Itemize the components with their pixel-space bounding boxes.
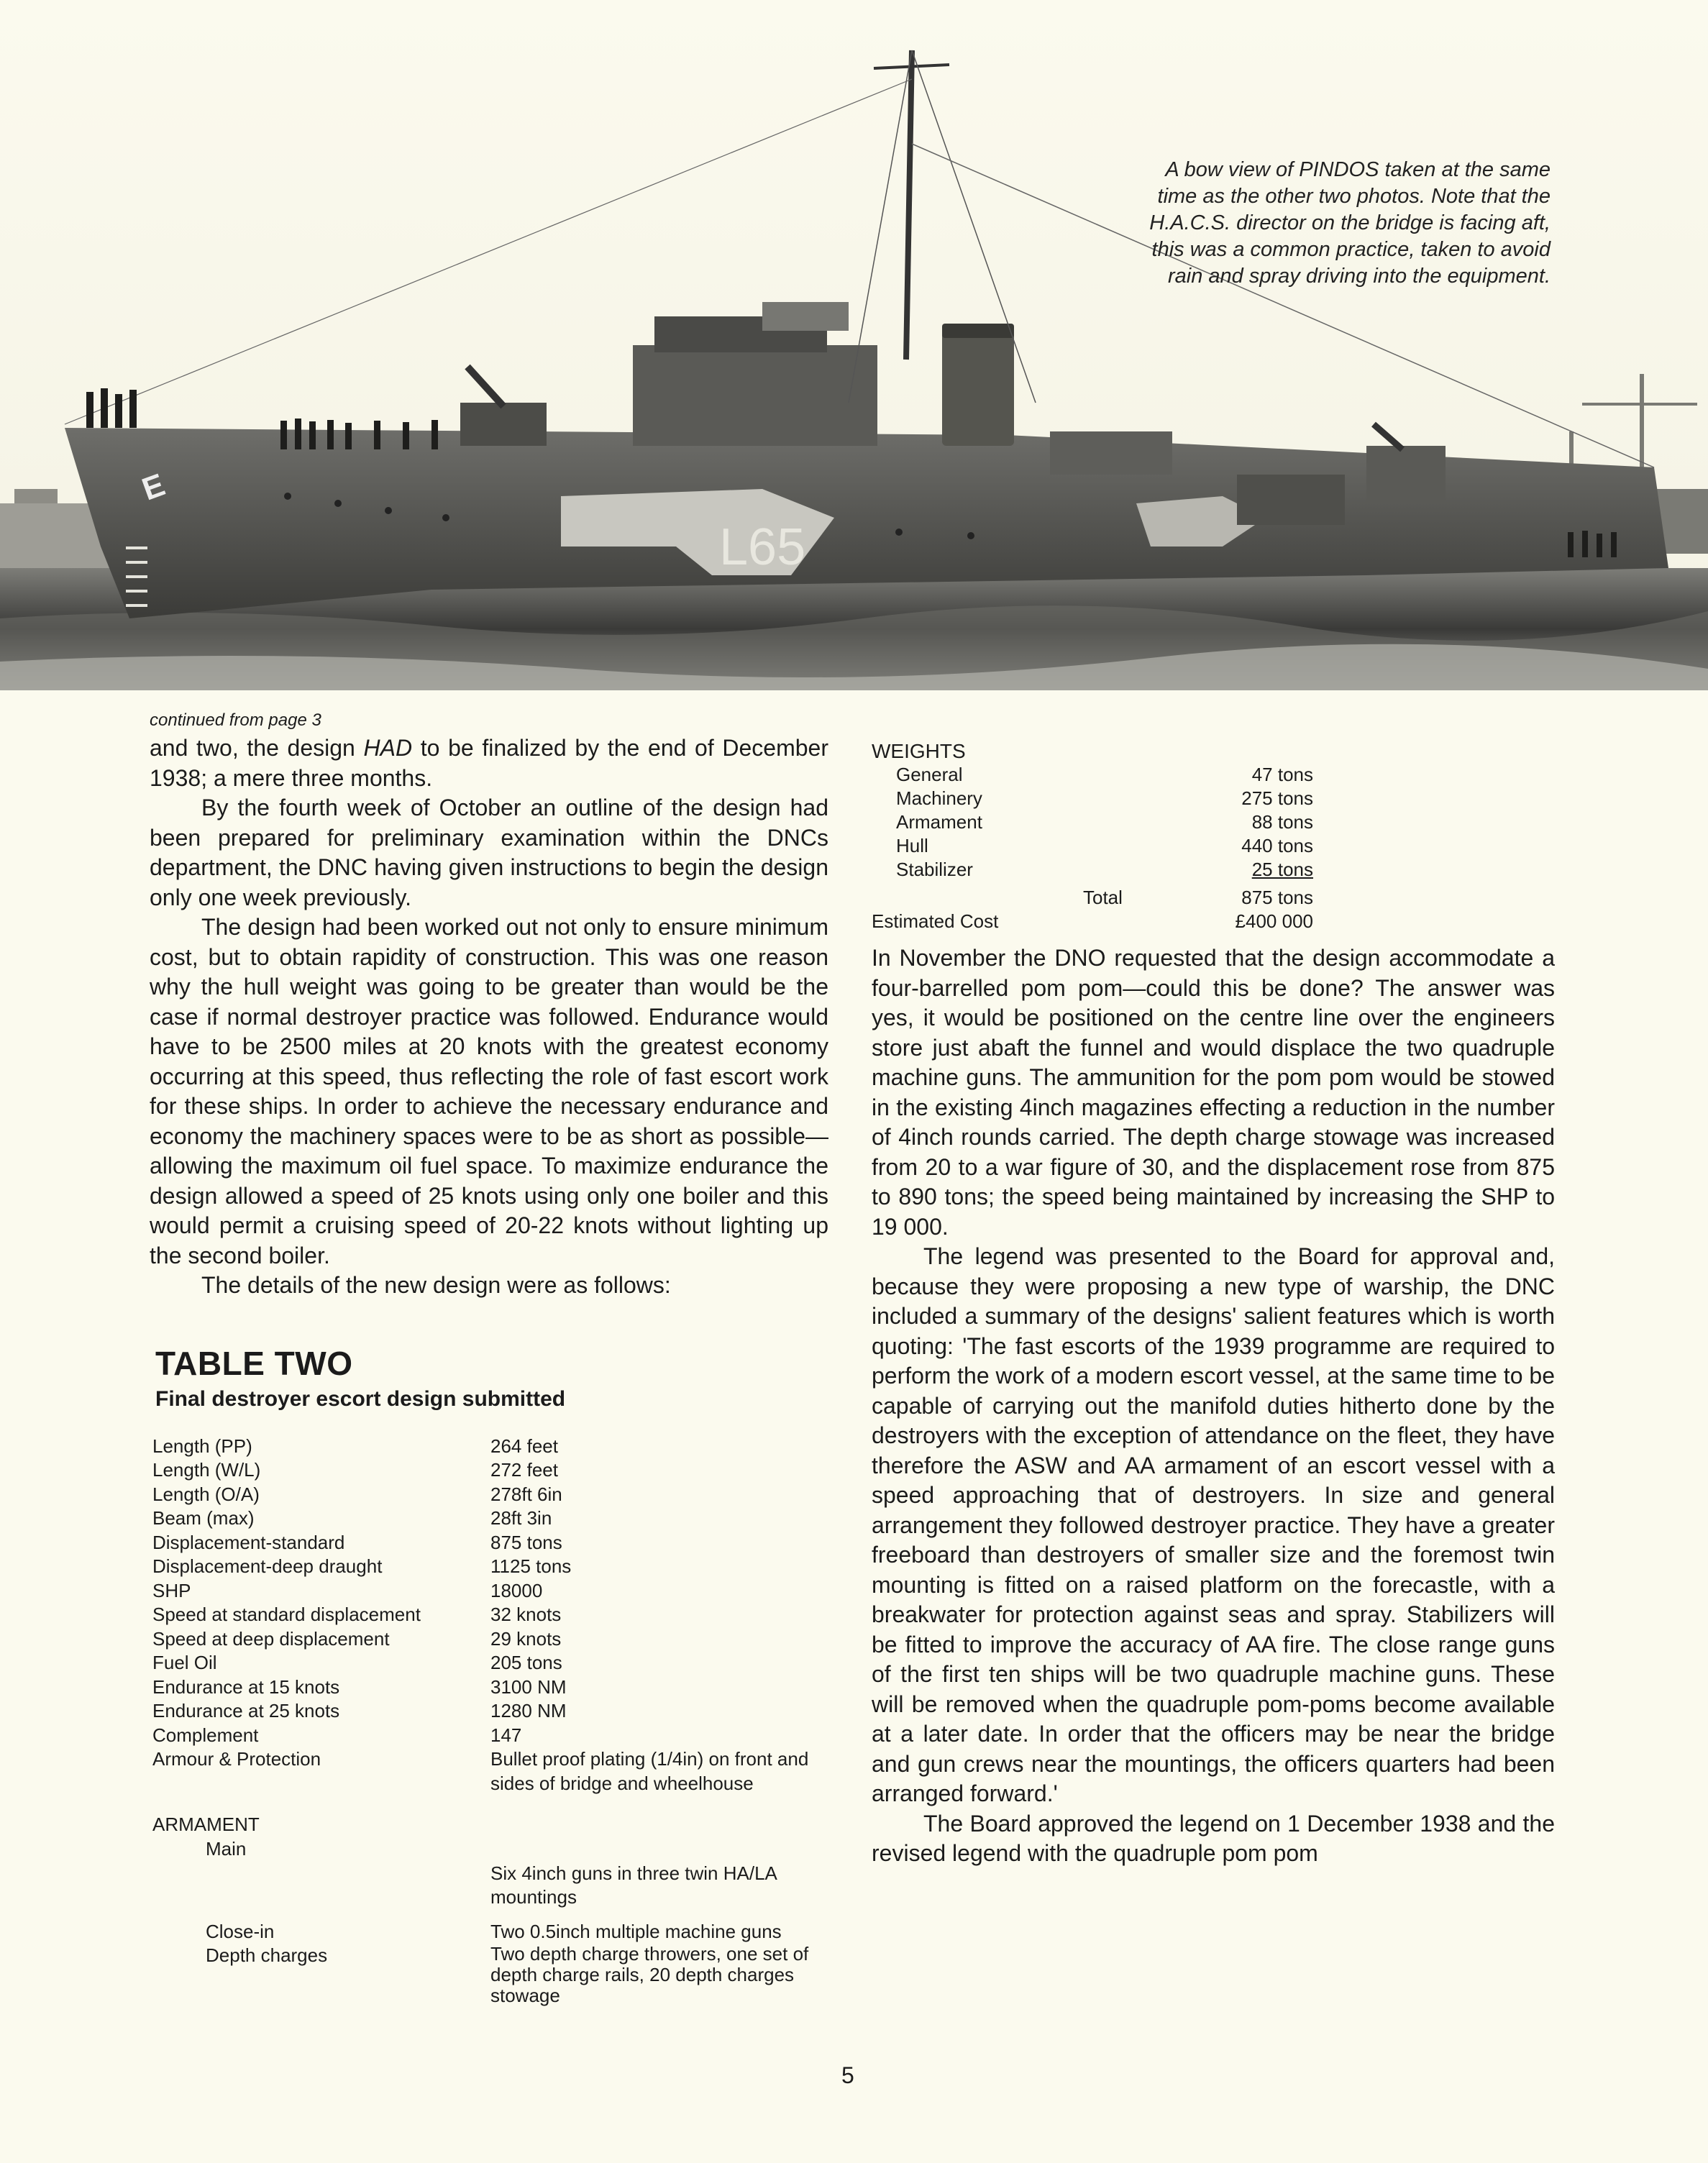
aft-deckhouse <box>1237 475 1345 525</box>
bridge-superstructure <box>633 345 877 446</box>
table-title: TABLE TWO <box>155 1344 353 1382</box>
total-label: Total <box>1083 887 1123 908</box>
table-row <box>150 1699 828 1724</box>
spec-label: Speed at standard displacement <box>152 1604 421 1625</box>
weight-value: 25 tons <box>1251 859 1313 880</box>
weights-heading: WEIGHTS <box>872 740 966 762</box>
weight-label: Hull <box>896 835 928 856</box>
armament-label: Close-in <box>206 1920 275 1942</box>
spec-value: 3100 NM <box>490 1675 567 1698</box>
bow-marking: E <box>137 467 170 508</box>
table-row <box>150 1506 828 1531</box>
table-row <box>150 1555 828 1579</box>
emphasis-text: HAD <box>363 735 413 761</box>
paragraph: The legend was presented to the Board for approval and, because they were proposing a new type of warship, the DNC included a summary of the designs' salient features which is worth quoting: 'The fast escorts of the 1939 programme are required to perform the work of a modern escort vessel, at the same time to be capable of carrying out the manifold duties hitherto done by the destroyers with the exception of attendance on the fleet, they have therefore the ASW and AA armament of an escort vessel with a speed approaching that of destroyers. In size and general arrangement they followed destroyer practice. They have a greater freeboard than destroyers of smaller size and the foremost twin mounting is fitted on a raised platform on the forecastle, with a breakwater for protection against seas and spray. Stabilizers will be fitted to improve the accuracy of AA fire. The close range guns of the first ten ships will be two quadruple machine guns. These will be removed when the quadruple pom-poms become available at a later date. In order that the officers may be near the bridge and gun crews near the mountings, the officers quarters had been arranged forward.' <box>872 1243 1555 1806</box>
weight-value: 88 tons <box>1251 811 1313 833</box>
spec-value: 875 tons <box>490 1531 562 1553</box>
spec-label: Speed at deep displacement <box>152 1627 390 1650</box>
weight-label: Machinery <box>896 787 982 809</box>
table-row <box>150 1675 828 1700</box>
armament-label: Main <box>206 1837 247 1860</box>
spec-label: Armour & Protection <box>152 1748 321 1770</box>
hull-number: L65 <box>719 518 806 576</box>
spec-label: Endurance at 15 knots <box>152 1675 340 1698</box>
ship-photograph <box>0 0 1708 690</box>
warship-photo-icon <box>0 0 1708 690</box>
table-row <box>872 910 1555 933</box>
table-row <box>150 1603 828 1627</box>
spec-label: Length (W/L) <box>152 1459 261 1481</box>
spec-label: Beam (max) <box>152 1507 255 1529</box>
table-row <box>872 787 1555 810</box>
table-row <box>150 1837 828 1910</box>
table-row <box>872 763 1555 787</box>
paragraph <box>150 733 828 793</box>
page-number: 5 <box>841 2062 854 2088</box>
spec-value: Bullet proof plating (1/4in) on front and sides of bridge and wheelhouse <box>490 1748 809 1794</box>
ship-funnel <box>942 331 1014 446</box>
cost-label: Estimated Cost <box>872 910 999 932</box>
armament-value: Six 4inch guns in three twin HA/LA mountings <box>490 1862 777 1908</box>
armament-heading: ARMAMENT <box>152 1814 260 1835</box>
table-subtitle: Final destroyer escort design submitted <box>155 1386 566 1411</box>
table-row <box>150 1531 828 1555</box>
continued-note: continued from page 3 <box>150 710 321 730</box>
table-row <box>150 1920 828 1944</box>
total-value: 875 tons <box>1241 887 1313 908</box>
spec-value: 29 knots <box>490 1627 562 1650</box>
paragraph: The design had been worked out not only to ensure minimum cost, but to obtain rapidity of construction. This was one reason why the hull weight was going to be greater than would be the case if normal destroyer practice was followed. Endurance would have to be 2500 miles at 20 knots with the greatest economy occurring at this speed, thus reflecting the role of fast escort work for these ships. In order to achieve the necessary endurance and economy the machinery spaces were to be as short as possible—allowing the maximum oil fuel space. To maximize endurance the design allowed a speed of 25 knots using only one boiler and this would permit a cruising speed of 20-22 knots without lighting up the second boiler. <box>150 914 828 1268</box>
weights-table <box>872 739 1555 933</box>
table-row <box>872 834 1555 858</box>
spec-label: Complement <box>152 1724 259 1746</box>
table-row <box>150 1627 828 1652</box>
spec-label: Length (O/A) <box>152 1483 260 1505</box>
spec-value: 272 feet <box>490 1459 558 1481</box>
weight-value: 440 tons <box>1241 835 1313 856</box>
spec-value: 1125 tons <box>490 1555 572 1577</box>
spec-value: 18000 <box>490 1579 543 1601</box>
left-column <box>150 710 828 2006</box>
paragraph: The Board approved the legend on 1 December 1938 and the revised legend with the quadruple pom pom <box>872 1810 1555 1866</box>
spec-label: Endurance at 25 knots <box>152 1700 340 1721</box>
spec-label: Displacement-standard <box>152 1531 345 1553</box>
spec-value: 147 <box>490 1724 522 1746</box>
spec-label: Displacement-deep draught <box>152 1555 383 1577</box>
spec-value: 32 knots <box>490 1604 562 1625</box>
table-row <box>150 1483 828 1507</box>
table-row <box>150 1724 828 1748</box>
cost-value: £400 000 <box>1235 910 1313 932</box>
paragraph: By the fourth week of October an outline of the design had been prepared for preliminary examination within the DNCs department, the DNC having given instructions to begin the design only one week previously. <box>150 795 828 910</box>
table-row <box>150 1458 828 1483</box>
armament-label: Depth charges <box>206 1944 328 1966</box>
spec-label: Fuel Oil <box>152 1652 217 1673</box>
photo-caption: A bow view of PINDOS taken at the same time as the other two photos. Note that the H.A.C.S. director on the bridge is facing aft, this was a common practice, taken to avoid rain and spray driving into the equipment. <box>1149 158 1551 288</box>
spec-value: 264 feet <box>490 1435 558 1457</box>
weight-label: General <box>896 764 963 785</box>
table-row <box>150 1944 828 2006</box>
armament-value: Two depth charge throwers, one set of depth charge rails, 20 depth charges stowage <box>490 1943 809 2006</box>
spec-value: 28ft 3in <box>490 1507 552 1529</box>
spec-value: 278ft 6in <box>490 1483 562 1505</box>
spec-value: 205 tons <box>490 1652 562 1673</box>
table-row <box>872 886 1555 910</box>
right-column <box>872 739 1555 1869</box>
armament-value: Two 0.5inch multiple machine guns <box>490 1920 782 1942</box>
table-row <box>872 810 1555 834</box>
table-row <box>150 1651 828 1675</box>
table-row <box>872 858 1555 882</box>
spec-label: SHP <box>152 1579 191 1601</box>
weight-label: Stabilizer <box>896 859 973 880</box>
forward-gun-mount <box>460 403 547 446</box>
aft-gun-mount <box>1366 446 1446 503</box>
spec-label: Length (PP) <box>152 1435 252 1457</box>
paragraph-text: and two, the design <box>150 735 364 761</box>
table-row <box>150 1579 828 1604</box>
spec-value: 1280 NM <box>490 1700 567 1721</box>
weight-value: 275 tons <box>1241 787 1313 809</box>
table-row <box>150 1435 828 1459</box>
weight-value: 47 tons <box>1251 764 1313 785</box>
paragraph-text: to be finalized by the end of December 1938; a mere three months. <box>150 735 828 791</box>
weight-label: Armament <box>896 811 982 833</box>
table-row <box>150 1747 828 1796</box>
spec-table <box>150 1435 828 2007</box>
paragraph: The details of the new design were as follows: <box>201 1272 671 1298</box>
paragraph: In November the DNO requested that the design accommodate a four-barrelled pom pom—could this be done? The answer was yes, it would be positioned on the centre line over the engineers store just abaft the funnel and would displace the two quadruple machine guns. The ammunition for the pom pom would be stowed in the existing 4inch magazines effecting a reduction in the number of 4inch rounds carried. The depth charge stowage was increased from 20 to a war figure of 30, and the displacement rose from 875 to 890 tons; the speed being maintained by increasing the SHP to 19 000. <box>872 945 1555 1240</box>
